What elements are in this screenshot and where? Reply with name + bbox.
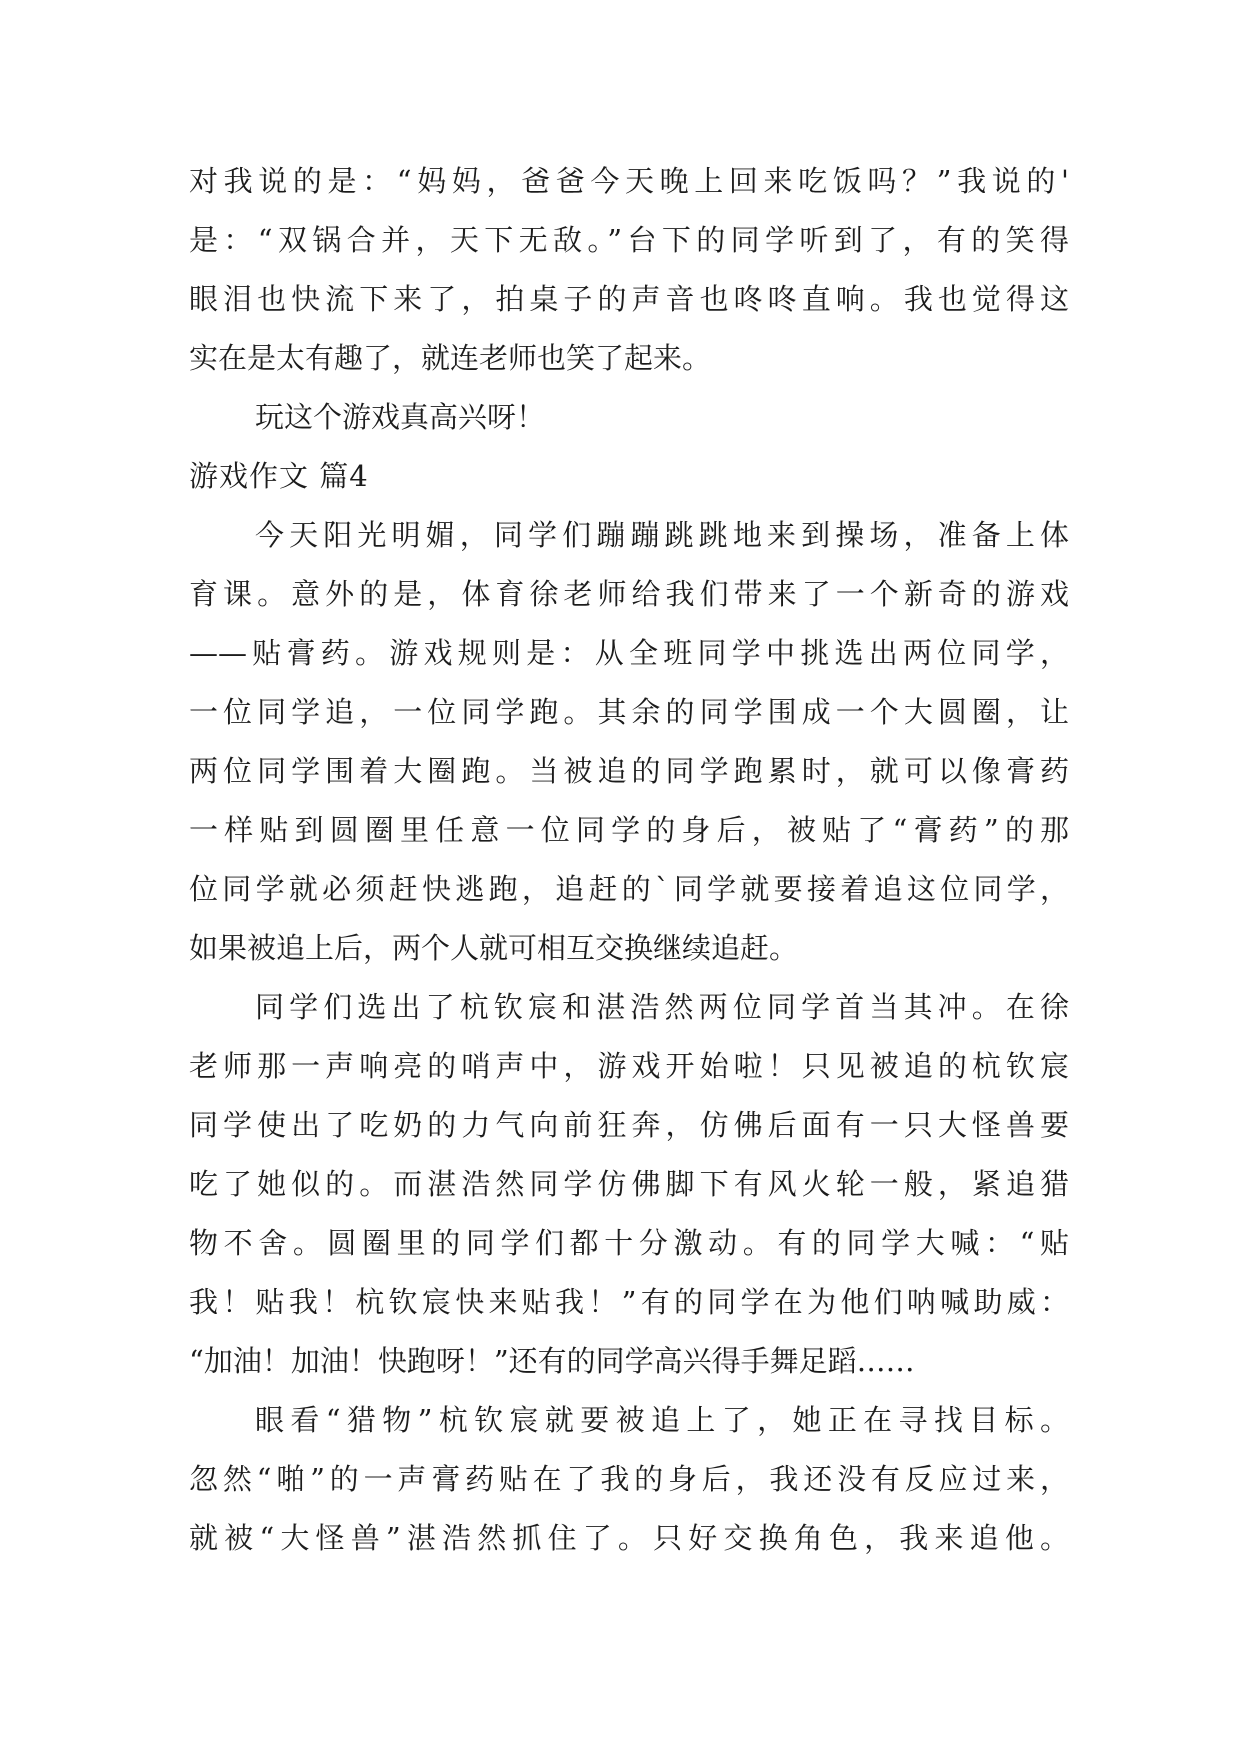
text-line: 眼泪也快流下来了，拍桌子的声音也咚咚直响。我也觉得这	[189, 282, 1069, 316]
text-line: 同学使出了吃奶的力气向前狂奔，仿佛后面有一只大怪兽要	[189, 1108, 1069, 1142]
essay-body	[189, 152, 1069, 1568]
text-line: ——贴膏药。游戏规则是：从全班同学中挑选出两位同学，	[189, 636, 1069, 670]
text-line: 实在是太有趣了，就连老师也笑了起来。	[189, 341, 712, 375]
text-line: 同学们选出了杭钦宸和湛浩然两位同学首当其冲。在徐	[255, 990, 1069, 1024]
section-heading: 游戏作文 篇4	[189, 459, 369, 493]
text-line: 育课。意外的是，体育徐老师给我们带来了一个新奇的游戏	[189, 577, 1069, 611]
text-line: 我！贴我！杭钦宸快来贴我！”有的同学在为他们呐喊助威：	[189, 1285, 1069, 1319]
text-line: 一位同学追，一位同学跑。其余的同学围成一个大圆圈，让	[189, 695, 1069, 729]
text-line: 位同学就必须赶快逃跑，追赶的`同学就要接着追这位同学，	[189, 872, 1069, 906]
text-line: 忽然“啪”的一声膏药贴在了我的身后，我还没有反应过来，	[189, 1462, 1069, 1496]
text-line: 玩这个游戏真高兴呀！	[255, 400, 546, 434]
text-line: “加油！加油！快跑呀！”还有的同学高兴得手舞足蹈……	[189, 1344, 915, 1378]
text-line: 老师那一声响亮的哨声中，游戏开始啦！只见被追的杭钦宸	[189, 1049, 1069, 1083]
text-line: 今天阳光明媚，同学们蹦蹦跳跳地来到操场，准备上体	[255, 518, 1069, 552]
text-line: 是：“双锅合并，天下无敌。”台下的同学听到了，有的笑得	[189, 223, 1069, 257]
text-line: 眼看“猎物”杭钦宸就要被追上了，她正在寻找目标。	[255, 1403, 1069, 1437]
text-line: 物不舍。圆圈里的同学们都十分激动。有的同学大喊：“贴	[189, 1226, 1069, 1260]
text-line: 一样贴到圆圈里任意一位同学的身后，被贴了“膏药”的那	[189, 813, 1069, 847]
text-line: 两位同学围着大圈跑。当被追的同学跑累时，就可以像膏药	[189, 754, 1069, 788]
text-line: 就被“大怪兽”湛浩然抓住了。只好交换角色，我来追他。	[189, 1521, 1069, 1555]
text-line: 吃了她似的。而湛浩然同学仿佛脚下有风火轮一般，紧追猎	[189, 1167, 1069, 1201]
text-line: 如果被追上后，两个人就可相互交换继续追赶。	[189, 931, 799, 965]
text-line: 对我说的是：“妈妈，爸爸今天晚上回来吃饭吗？”我说的'	[189, 164, 1069, 198]
